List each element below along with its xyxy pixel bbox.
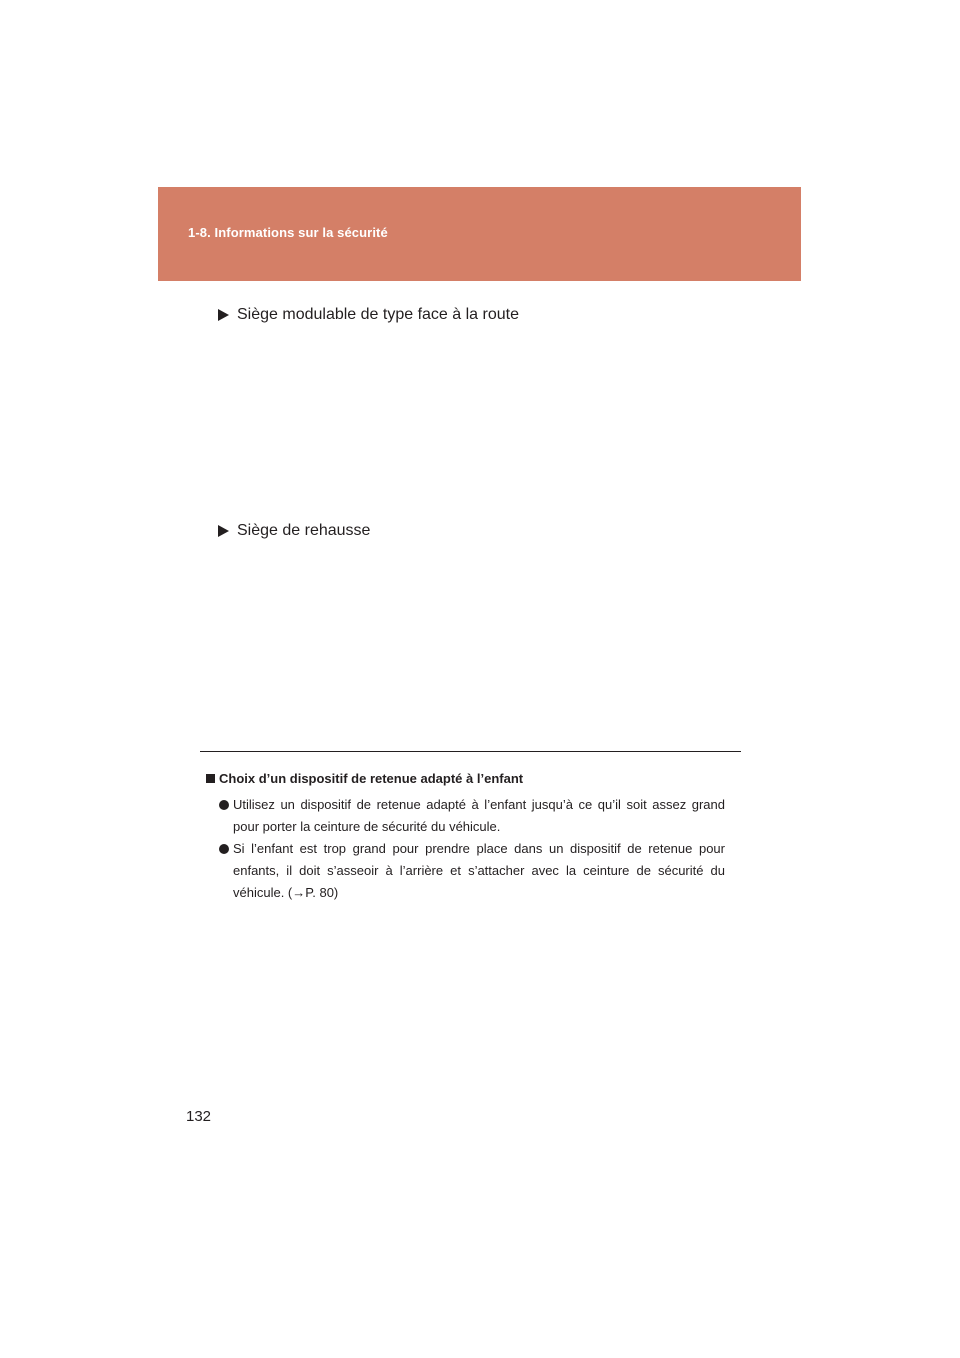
note-bullet-text: Si l’enfant est trop grand pour prendre place dans un dispositif de retenue pour enfants, il doit s’asseoir à l’arrière et s’attacher avec la ceinture de sécurité du véhicule. (→P. 80) xyxy=(233,841,725,900)
seat-heading-forward-facing xyxy=(218,306,519,324)
circle-bullet-icon xyxy=(219,844,229,854)
note-bullet-text: Utilisez un dispositif de retenue adapté à l’enfant jusqu’à ce qu’il soit assez grand pour porter la ceinture de sécurité du véhicule. xyxy=(233,797,725,834)
note-title: Choix d’un dispositif de retenue adapté à l’enfant xyxy=(219,771,524,786)
note-bullet-item xyxy=(219,794,725,838)
triangle-right-icon xyxy=(218,525,229,537)
seat-heading-label: Siège modulable de type face à la route xyxy=(237,306,519,323)
triangle-right-icon xyxy=(218,309,229,321)
divider xyxy=(200,751,741,752)
note-bullet-item xyxy=(219,838,725,904)
section-header-band xyxy=(158,187,801,281)
square-bullet-icon xyxy=(206,774,215,783)
seat-heading-booster xyxy=(218,522,370,540)
seat-heading-label: Siège de rehausse xyxy=(237,522,371,539)
note-heading xyxy=(206,771,523,786)
section-title: 1-8. Informations sur la sécurité xyxy=(188,225,388,240)
circle-bullet-icon xyxy=(219,800,229,810)
page-number: 132 xyxy=(186,1108,212,1125)
